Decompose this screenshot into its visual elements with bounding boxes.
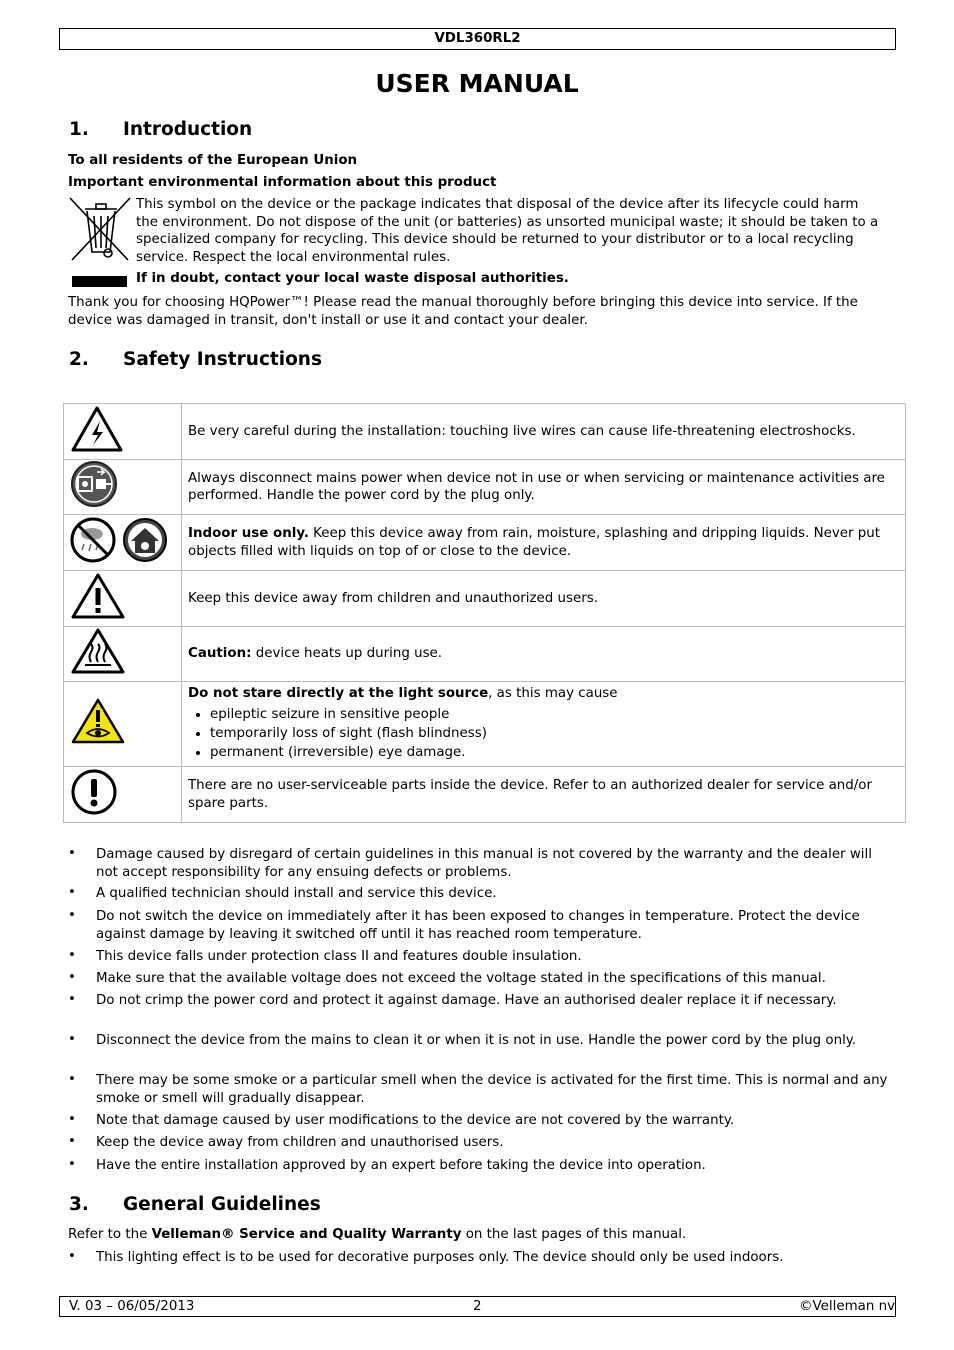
weee-black-bar	[72, 276, 127, 287]
bullet-dot: •	[68, 1032, 76, 1047]
safety-text: Keep this device away from rain, moisture, splashing and dripping liquids. Never put objects filled with liquids on top of or close to the device.	[188, 526, 881, 559]
section-1-heading	[69, 119, 252, 140]
page-footer	[59, 1296, 896, 1317]
bullet-text: Have the entire installation approved by an expert before taking the device into operation.	[96, 1158, 706, 1173]
version-date: V. 03 – 06/05/2013	[69, 1299, 195, 1314]
safety-text-cell	[182, 627, 906, 682]
safety-icon-cell	[64, 682, 182, 767]
safety-text-cell	[182, 515, 906, 571]
warranty-reference	[68, 1226, 898, 1244]
exclamation-circle-icon	[70, 768, 118, 816]
waste-authority-note: If in doubt, contact your local waste disposal authorities.	[136, 271, 569, 286]
safety-text-cell	[182, 404, 906, 460]
safety-row	[64, 571, 906, 627]
safety-text-cell	[182, 682, 906, 767]
section-number: 1.	[69, 119, 89, 140]
list-item	[68, 970, 898, 988]
page-number: 2	[473, 1299, 482, 1314]
unplug-icon	[70, 460, 118, 508]
list-item	[68, 908, 898, 943]
bullet-dot: •	[68, 948, 76, 963]
bullet-dot: •	[68, 1249, 76, 1264]
bullet-dot: •	[68, 1072, 76, 1087]
section-number: 2.	[69, 349, 89, 370]
list-item	[68, 992, 898, 1010]
bullet-text: Disconnect the device from the mains to clean it or when it is not in use. Handle the power cord by the plug only.	[96, 1033, 857, 1048]
general-warning-icon	[70, 572, 126, 620]
list-item	[68, 1249, 898, 1267]
safety-bold-text: Do not stare directly at the light source	[188, 685, 489, 701]
list-item	[68, 1112, 898, 1130]
bullet-dot: •	[68, 846, 76, 861]
bullet-dot: •	[68, 1112, 76, 1127]
section-title: General Guidelines	[123, 1194, 321, 1215]
no-rain-icon	[70, 517, 116, 563]
weee-bin-icon	[68, 196, 134, 268]
model-number: VDL360RL2	[434, 31, 521, 46]
list-item: • permanent (irreversible) eye damage.	[210, 744, 899, 761]
copyright: ©Velleman nv	[799, 1299, 895, 1314]
bullet-text: This lighting effect is to be used for decorative purposes only. The device should only be used indoors.	[96, 1250, 784, 1265]
bullet-dot: •	[68, 908, 76, 923]
bullet-dot: •	[68, 1157, 76, 1172]
page-header	[59, 28, 896, 50]
bullet-text: Do not crimp the power cord and protect it against damage. Have an authorised dealer replace it if necessary.	[96, 993, 837, 1008]
section-title: Safety Instructions	[123, 349, 322, 370]
section-3-heading	[69, 1194, 321, 1215]
list-item	[68, 948, 898, 966]
section-title: Introduction	[123, 119, 253, 140]
bullet-dot: •	[68, 992, 76, 1007]
safety-text-cell	[182, 767, 906, 823]
safety-row	[64, 460, 906, 515]
hot-surface-icon	[70, 627, 126, 675]
ref-text: Refer to the	[68, 1227, 152, 1242]
bullet-text: This device falls under protection class II and features double insulation.	[96, 949, 582, 964]
list-item	[68, 1157, 898, 1175]
safety-text: Keep this device away from children and unauthorized users.	[188, 590, 598, 606]
safety-icon-cell	[64, 404, 182, 460]
section-number: 3.	[69, 1194, 89, 1215]
indoor-only-icons	[70, 517, 168, 563]
bullet-dot: •	[68, 885, 76, 900]
safety-text: There are no user-serviceable parts inside the device. Refer to an authorized dealer for service and/or spare parts.	[188, 778, 872, 811]
eu-residents-heading: To all residents of the European Union	[68, 153, 358, 168]
warranty-name: Velleman® Service and Quality Warranty	[151, 1227, 462, 1242]
safety-text-cell	[182, 571, 906, 627]
safety-icon-cell	[64, 627, 182, 682]
bullet-text: Note that damage caused by user modifications to the device are not covered by the warranty.	[96, 1113, 735, 1128]
safety-text: Be very careful during the installation: touching live wires can cause life-threatening electroshocks.	[188, 423, 856, 439]
list-item	[68, 1032, 898, 1050]
safety-icon-cell	[64, 767, 182, 823]
safety-row	[64, 682, 906, 767]
safety-text: Always disconnect mains power when device not in use or when servicing or maintenance activities are performed. Handle the power cord by the plug only.	[188, 470, 885, 503]
list-item	[68, 846, 898, 881]
bullet-text: Keep the device away from children and unauthorised users.	[96, 1135, 504, 1150]
ref-text: on the last pages of this manual.	[461, 1227, 687, 1242]
safety-row	[64, 404, 906, 460]
electric-shock-warning-icon	[70, 405, 124, 453]
risk-list	[188, 706, 899, 761]
list-item	[68, 1134, 898, 1152]
bullet-text: Do not switch the device on immediately after it has been exposed to changes in temperature. Protect the device against damage by leaving it switched off until it has reached room temperature.	[96, 909, 860, 942]
thank-you-paragraph: Thank you for choosing HQPower™! Please read the manual thoroughly before bringing this device into service. If the device was damaged in transit, don't install or use it and contact your dealer.	[68, 295, 858, 328]
safety-text-cell	[182, 460, 906, 515]
safety-text: , as this may cause	[488, 685, 618, 701]
light-source-warning-icon	[70, 697, 126, 745]
safety-table	[63, 403, 906, 823]
bullet-text: Make sure that the available voltage does not exceed the voltage stated in the specifications of this manual.	[96, 971, 826, 986]
safety-bold-text: Indoor use only.	[188, 526, 309, 541]
safety-icon-cell	[64, 571, 182, 627]
bullet-text: A qualified technician should install and service this device.	[96, 886, 497, 901]
list-item	[68, 885, 898, 903]
env-info-heading: Important environmental information about this product	[68, 175, 497, 190]
list-item	[68, 1072, 898, 1107]
indoor-house-icon	[122, 517, 168, 563]
bullet-dot: •	[68, 1134, 76, 1149]
list-item: • epileptic seizure in sensitive people	[210, 706, 899, 723]
safety-row	[64, 515, 906, 571]
bullet-dot: •	[68, 970, 76, 985]
safety-row	[64, 627, 906, 682]
safety-icon-cell	[64, 515, 182, 571]
list-item: • temporarily loss of sight (flash blindness)	[210, 725, 899, 742]
bullet-text: Damage caused by disregard of certain guidelines in this manual is not covered by the warranty and the dealer will not accept responsibility for any ensuing defects or problems.	[96, 847, 872, 880]
safety-row	[64, 767, 906, 823]
page-title: USER MANUAL	[375, 69, 579, 98]
bullet-text: There may be some smoke or a particular smell when the device is activated for the first time. This is normal and any smoke or smell will gradually disappear.	[96, 1073, 888, 1106]
section-2-heading	[69, 349, 322, 370]
safety-icon-cell	[64, 460, 182, 515]
safety-bold-text: Caution:	[188, 646, 252, 662]
safety-text: device heats up during use.	[251, 646, 443, 662]
weee-explanation: This symbol on the device or the package indicates that disposal of the device after its lifecycle could harm the environment. Do not dispose of the unit (or batteries) as unsorted municipal waste; it should be taken to a specialized company for recycling. This device should be returned to your distributor or to a local recycling service. Respect the local environmental rules.	[136, 197, 879, 265]
